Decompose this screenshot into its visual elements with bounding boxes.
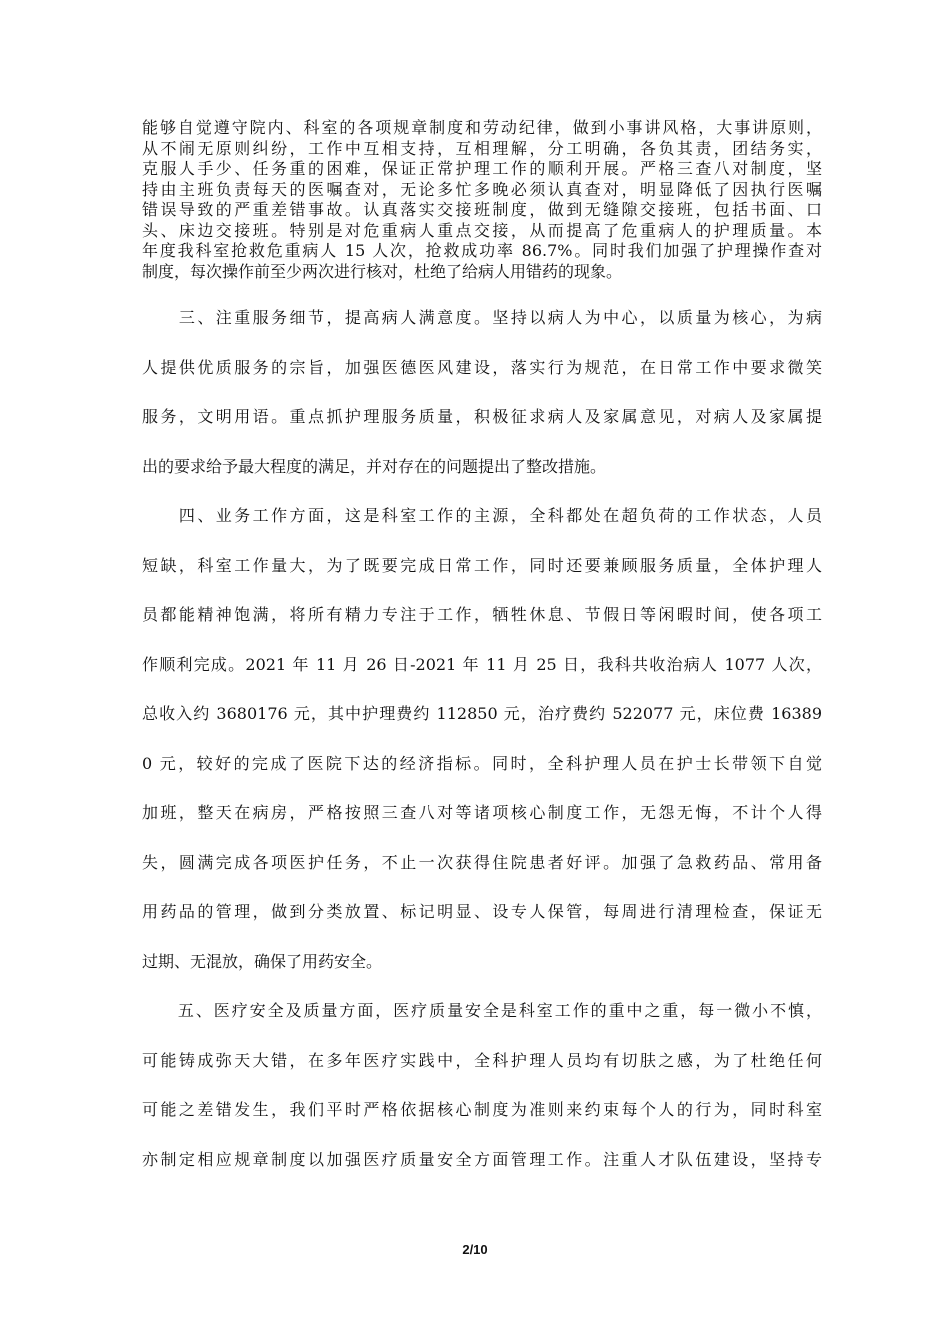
text-line: 服务，文明用语。重点抓护理服务质量，积极征求病人及家属意见，对病人及家属提: [142, 407, 822, 426]
section-3-paragraph: [142, 310, 822, 508]
text-line: 克服人手少、任务重的困难，保证正常护理工作的顺利开展。严格三查八对制度，坚: [142, 159, 822, 178]
text-line: 0 元，较好的完成了医院下达的经济指标。同时，全科护理人员在护士长带领下自觉: [142, 753, 822, 773]
text-line: 出的要求给予最大程度的满足，并对存在的问题提出了整改措施。: [142, 456, 607, 476]
text-line: 过期、无混放，确保了用药安全。: [142, 951, 383, 971]
text-line: 头、床边交接班。特别是对危重病人重点交接，从而提高了危重病人的护理质量。本: [142, 220, 822, 240]
text-line: 可能之差错发生，我们平时严格依据核心制度为准则来约束每个人的行为，同时科室: [142, 1100, 822, 1119]
text-line: 加班，整天在病房，严格按照三查八对等诸项核心制度工作，无怨无悔，不计个人得: [142, 803, 822, 822]
text-line: 总收入约 3680176 元，其中护理费约 112850 元，治疗费约 522077 元，床位费 16389: [142, 704, 822, 723]
text-line: 四、业务工作方面，这是科室工作的主源，全科都处在超负荷的工作状态，人员: [142, 506, 822, 525]
text-line: 短缺，科室工作量大，为了既要完成日常工作，同时还要兼顾服务质量，全体护理人: [142, 555, 822, 575]
text-line: 亦制定相应规章制度以加强医疗质量安全方面管理工作。注重人才队伍建设，坚持专: [142, 1149, 822, 1169]
text-line: 年度我科室抢救危重病人 15 人次，抢救成功率 86.7%。同时我们加强了护理操作查对: [142, 241, 822, 260]
text-line: 制度，每次操作前至少两次进行核对，杜绝了给病人用错药的现象。: [142, 261, 623, 281]
intro-paragraph: [142, 118, 822, 282]
section-4-paragraph: [142, 508, 822, 1003]
text-line: 从不闹无原则纠纷，工作中互相支持，互相理解，分工明确，各负其责，团结务实，: [142, 138, 822, 158]
text-line: 用药品的管理，做到分类放置、标记明显、设专人保管，每周进行清理检查，保证无: [142, 902, 822, 921]
page-number: 2/10: [462, 1242, 488, 1257]
text-line: 五、医疗安全及质量方面，医疗质量安全是科室工作的重中之重，每一微小不慎，: [142, 1001, 822, 1020]
text-line: 能够自觉遵守院内、科室的各项规章制度和劳动纪律，做到小事讲风格，大事讲原则，: [142, 118, 822, 137]
text-line: 持由主班负责每天的医嘱查对，无论多忙多晚必须认真查对，明显降低了因执行医嘱: [142, 179, 822, 199]
text-line: 失，圆满完成各项医护任务，不止一次获得住院患者好评。加强了急救药品、常用备: [142, 852, 822, 872]
text-line: 可能铸成弥天大错，在多年医疗实践中，全科护理人员均有切肤之感，为了杜绝任何: [142, 1050, 822, 1070]
text-line: 错误导致的严重差错事故。认真落实交接班制度，做到无缝隙交接班，包括书面、口: [142, 200, 822, 219]
text-line: 作顺利完成。2021 年 11 月 26 日-2021 年 11 月 25 日，我科共收治病人 1077 人次，: [142, 654, 822, 674]
text-line: 三、注重服务细节，提高病人满意度。坚持以病人为中心，以质量为核心，为病: [142, 308, 822, 327]
section-5-paragraph: [142, 1003, 822, 1201]
text-line: 人提供优质服务的宗旨，加强医德医风建设，落实行为规范，在日常工作中要求微笑: [142, 357, 822, 377]
text-line: 员都能精神饱满，将所有精力专注于工作，牺牲休息、节假日等闲暇时间，使各项工: [142, 605, 822, 624]
